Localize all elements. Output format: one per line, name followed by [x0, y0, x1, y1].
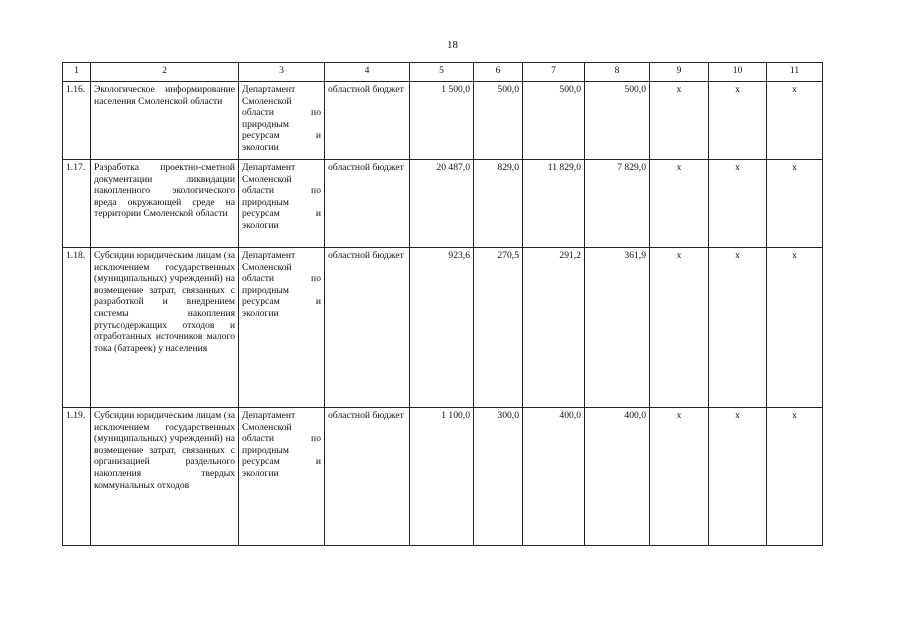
table-row [63, 82, 823, 160]
value-col-11: x [767, 160, 823, 248]
total-amount: 20 487,0 [410, 160, 474, 248]
table-row [63, 248, 823, 408]
value-col-10: x [709, 82, 767, 160]
value-col-11: x [767, 82, 823, 160]
table-row [63, 408, 823, 546]
measure-name: Субсидии юридическим лицам (за исключением государственных (муниципальных) учреждений) на возмещение затрат, связанных с разработкой и внедрением системы накопления ртутьсодержащих отходов и отработанных источников малого тока (батареек) у населения [91, 248, 239, 408]
amount-col-8: 400,0 [585, 408, 650, 546]
column-header: 1 [63, 63, 91, 82]
column-header: 7 [523, 63, 585, 82]
column-header: 5 [410, 63, 474, 82]
column-header: 10 [709, 63, 767, 82]
total-amount: 1 100,0 [410, 408, 474, 546]
amount-col-8: 7 829,0 [585, 160, 650, 248]
row-number: 1.19. [63, 408, 91, 546]
table-header-row [63, 63, 823, 82]
executor: Департамент Смоленской области по природным ресурсам и экологии [239, 160, 325, 248]
amount-col-7: 291,2 [523, 248, 585, 408]
value-col-9: x [650, 248, 709, 408]
total-amount: 923,6 [410, 248, 474, 408]
table-row [63, 160, 823, 248]
value-col-9: x [650, 160, 709, 248]
column-header: 4 [325, 63, 410, 82]
amount-col-6: 829,0 [474, 160, 523, 248]
measure-name: Разработка проектно-сметной документации ликвидации накопленного экологического вреда окружающей среде на территории Смоленской области [91, 160, 239, 248]
amount-col-7: 11 829,0 [523, 160, 585, 248]
row-number: 1.17. [63, 160, 91, 248]
measure-name: Субсидии юридическим лицам (за исключением государственных (муниципальных) учреждений) на возмещение затрат, связанных с организацией раздельного накопления твердых коммунальных отходов [91, 408, 239, 546]
amount-col-7: 500,0 [523, 82, 585, 160]
value-col-10: x [709, 160, 767, 248]
amount-col-6: 300,0 [474, 408, 523, 546]
column-header: 11 [767, 63, 823, 82]
column-header: 9 [650, 63, 709, 82]
funding-source: областной бюджет [325, 408, 410, 546]
column-header: 3 [239, 63, 325, 82]
total-amount: 1 500,0 [410, 82, 474, 160]
value-col-9: x [650, 82, 709, 160]
funding-source: областной бюджет [325, 160, 410, 248]
executor: Департамент Смоленской области по природным ресурсам и экологии [239, 248, 325, 408]
funding-source: областной бюджет [325, 248, 410, 408]
column-header: 6 [474, 63, 523, 82]
column-header: 8 [585, 63, 650, 82]
measure-name: Экологическое информирование населения Смоленской области [91, 82, 239, 160]
funding-source: областной бюджет [325, 82, 410, 160]
value-col-11: x [767, 408, 823, 546]
column-header: 2 [91, 63, 239, 82]
executor: Департамент Смоленской области по природным ресурсам и экологии [239, 82, 325, 160]
executor: Департамент Смоленской области по природным ресурсам и экологии [239, 408, 325, 546]
amount-col-8: 500,0 [585, 82, 650, 160]
value-col-11: x [767, 248, 823, 408]
amount-col-6: 270,5 [474, 248, 523, 408]
row-number: 1.16. [63, 82, 91, 160]
program-table [62, 62, 823, 546]
value-col-10: x [709, 408, 767, 546]
value-col-9: x [650, 408, 709, 546]
amount-col-8: 361,9 [585, 248, 650, 408]
amount-col-6: 500,0 [474, 82, 523, 160]
page-number: 18 [447, 39, 458, 51]
amount-col-7: 400,0 [523, 408, 585, 546]
row-number: 1.18. [63, 248, 91, 408]
value-col-10: x [709, 248, 767, 408]
